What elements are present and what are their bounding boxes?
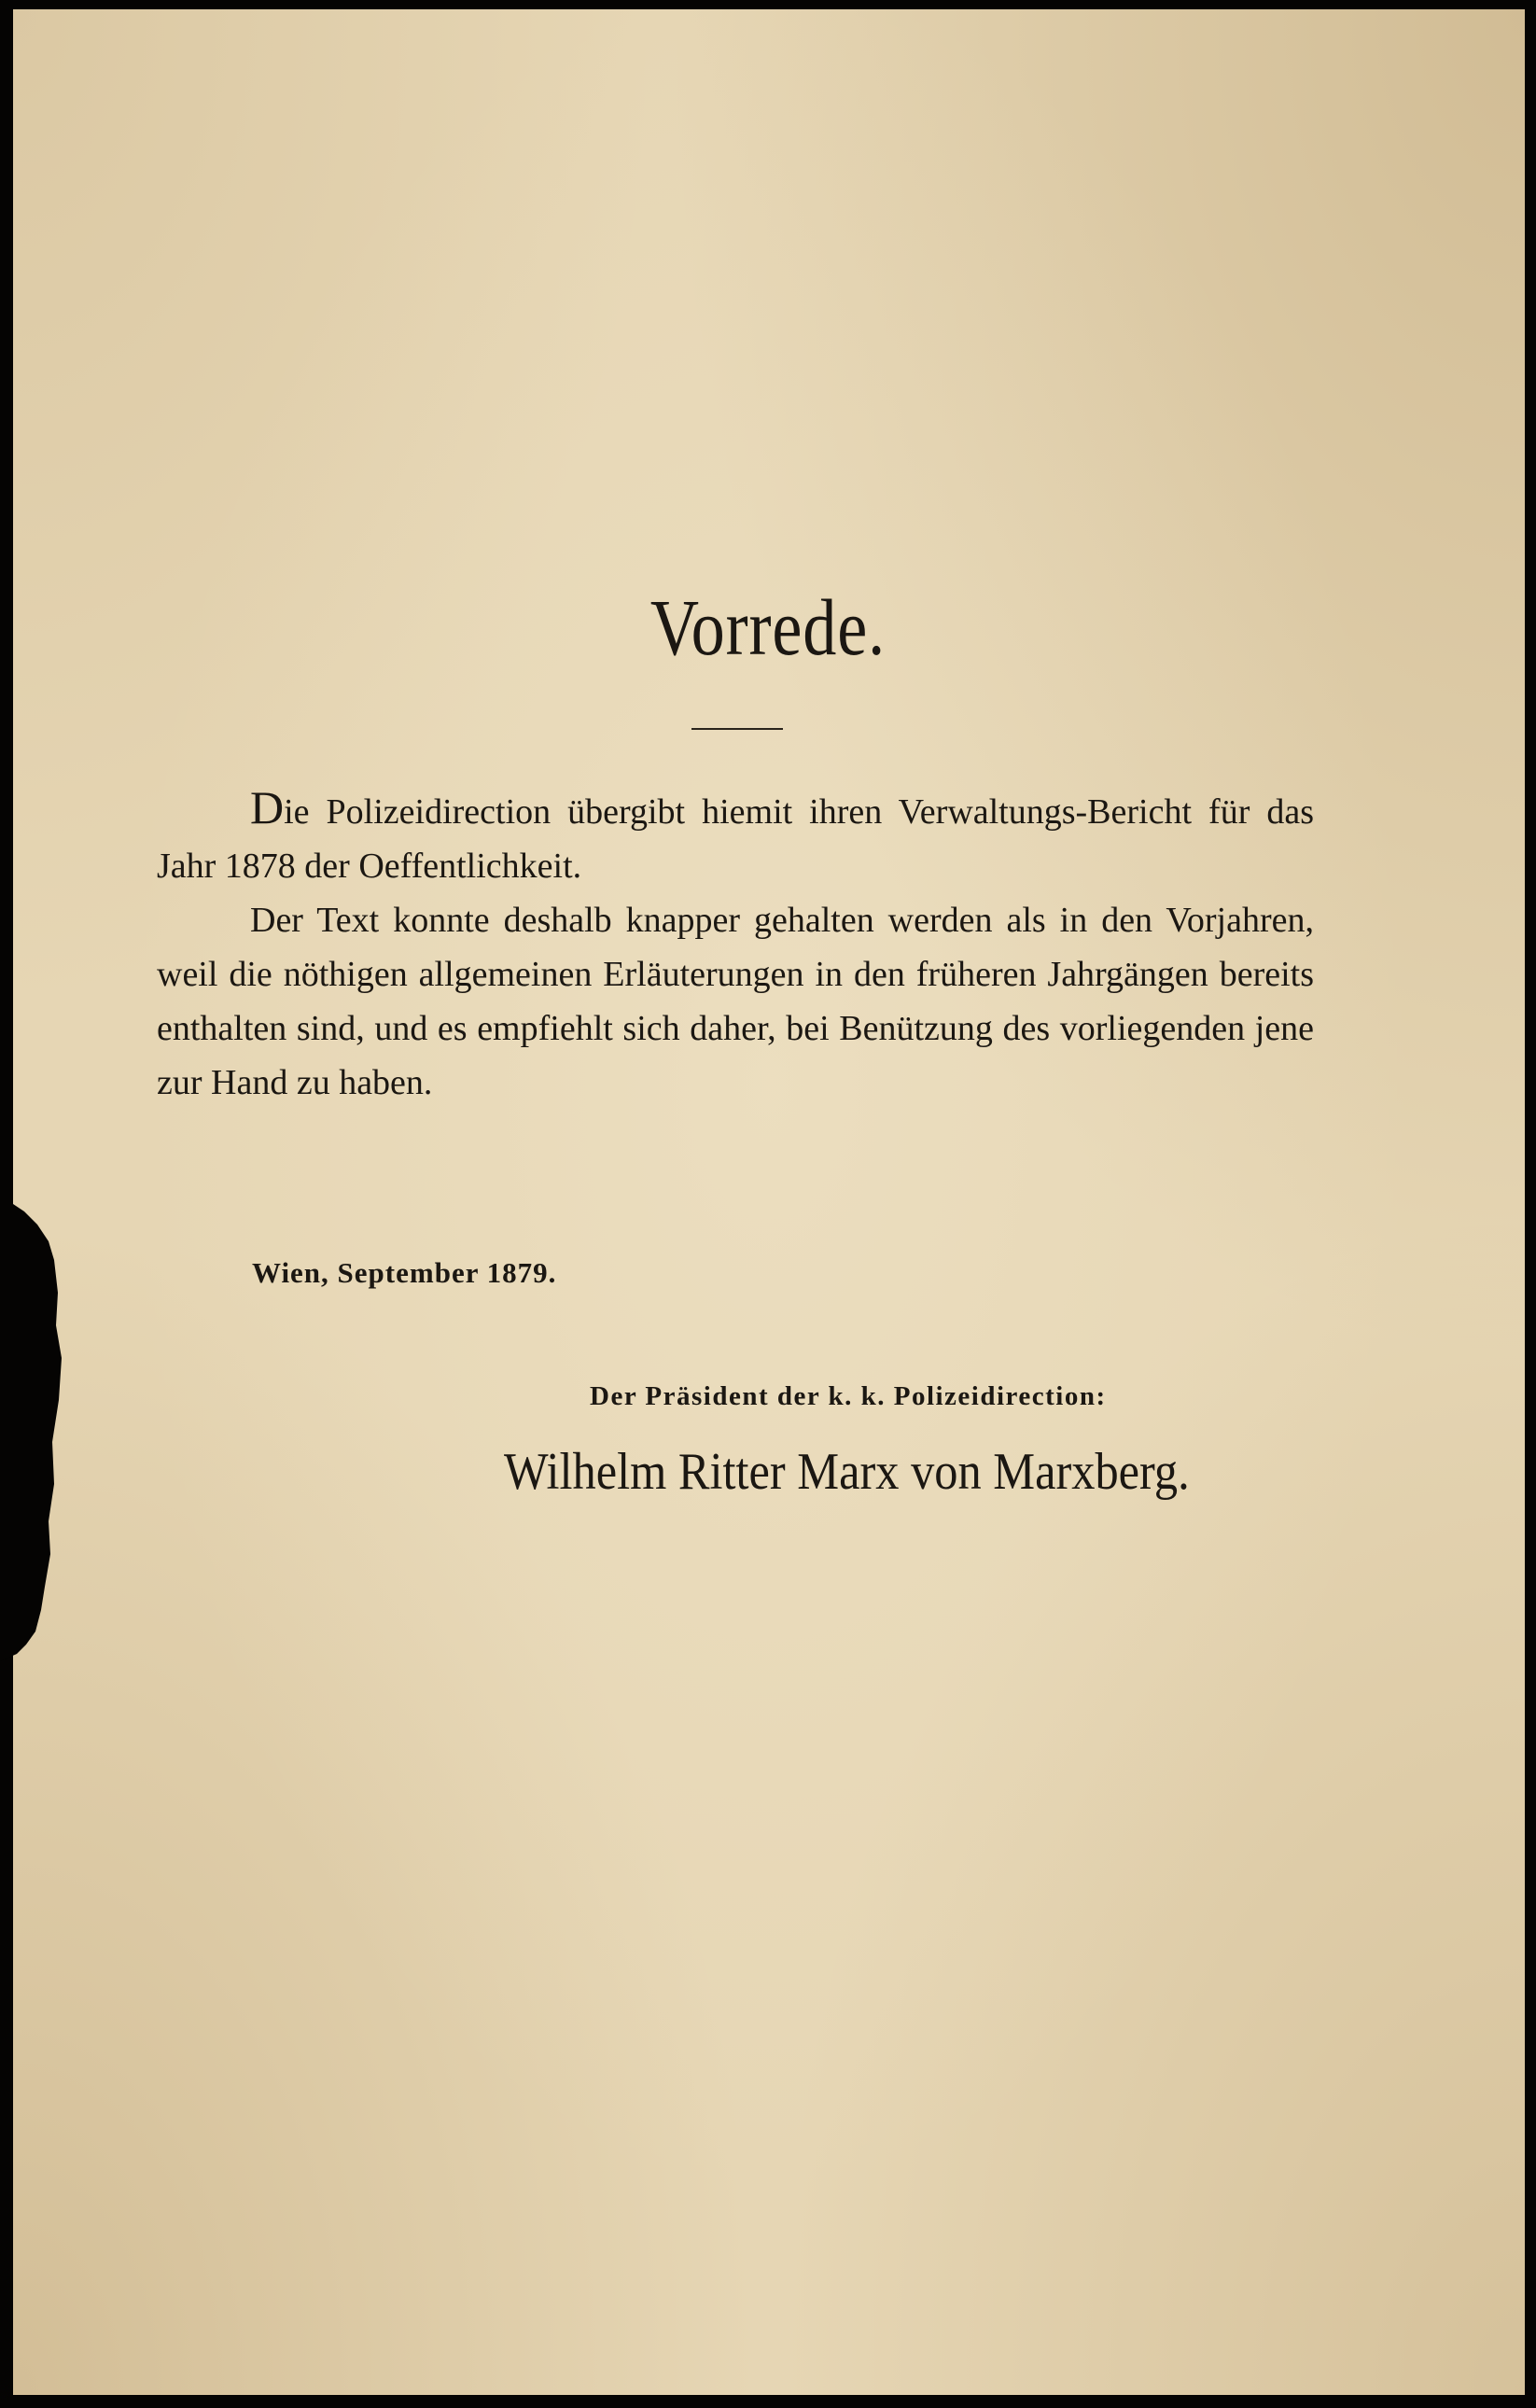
paragraph-2: Der Text konnte deshalb knapper gehalten werden als in den Vorjahren, weil die nöthigen allgemeinen Erläuterungen in den früheren Jahrgängen bereits enthalten sind, und es empfiehlt sich daher, bei Benützung des vorliegenden jene zur Hand zu haben. bbox=[157, 901, 1314, 1102]
preface-body bbox=[157, 780, 1314, 1110]
torn-left-edge bbox=[0, 0, 75, 2408]
paragraph-1: Die Polizeidirection übergibt hiemit ihren Verwaltungs-Bericht für das Jahr 1878 der Oeffentlichkeit. bbox=[157, 781, 1314, 886]
page-title: Vorrede. bbox=[649, 582, 887, 672]
signatory-name: Wilhelm Ritter Marx von Marxberg. bbox=[504, 1443, 1190, 1501]
title-divider bbox=[691, 728, 783, 730]
paper-sheet bbox=[13, 9, 1525, 2395]
place-date: Wien, September 1879. bbox=[252, 1256, 557, 1289]
signatory-title: Der Präsident der k. k. Polizeidirection: bbox=[590, 1381, 1107, 1411]
